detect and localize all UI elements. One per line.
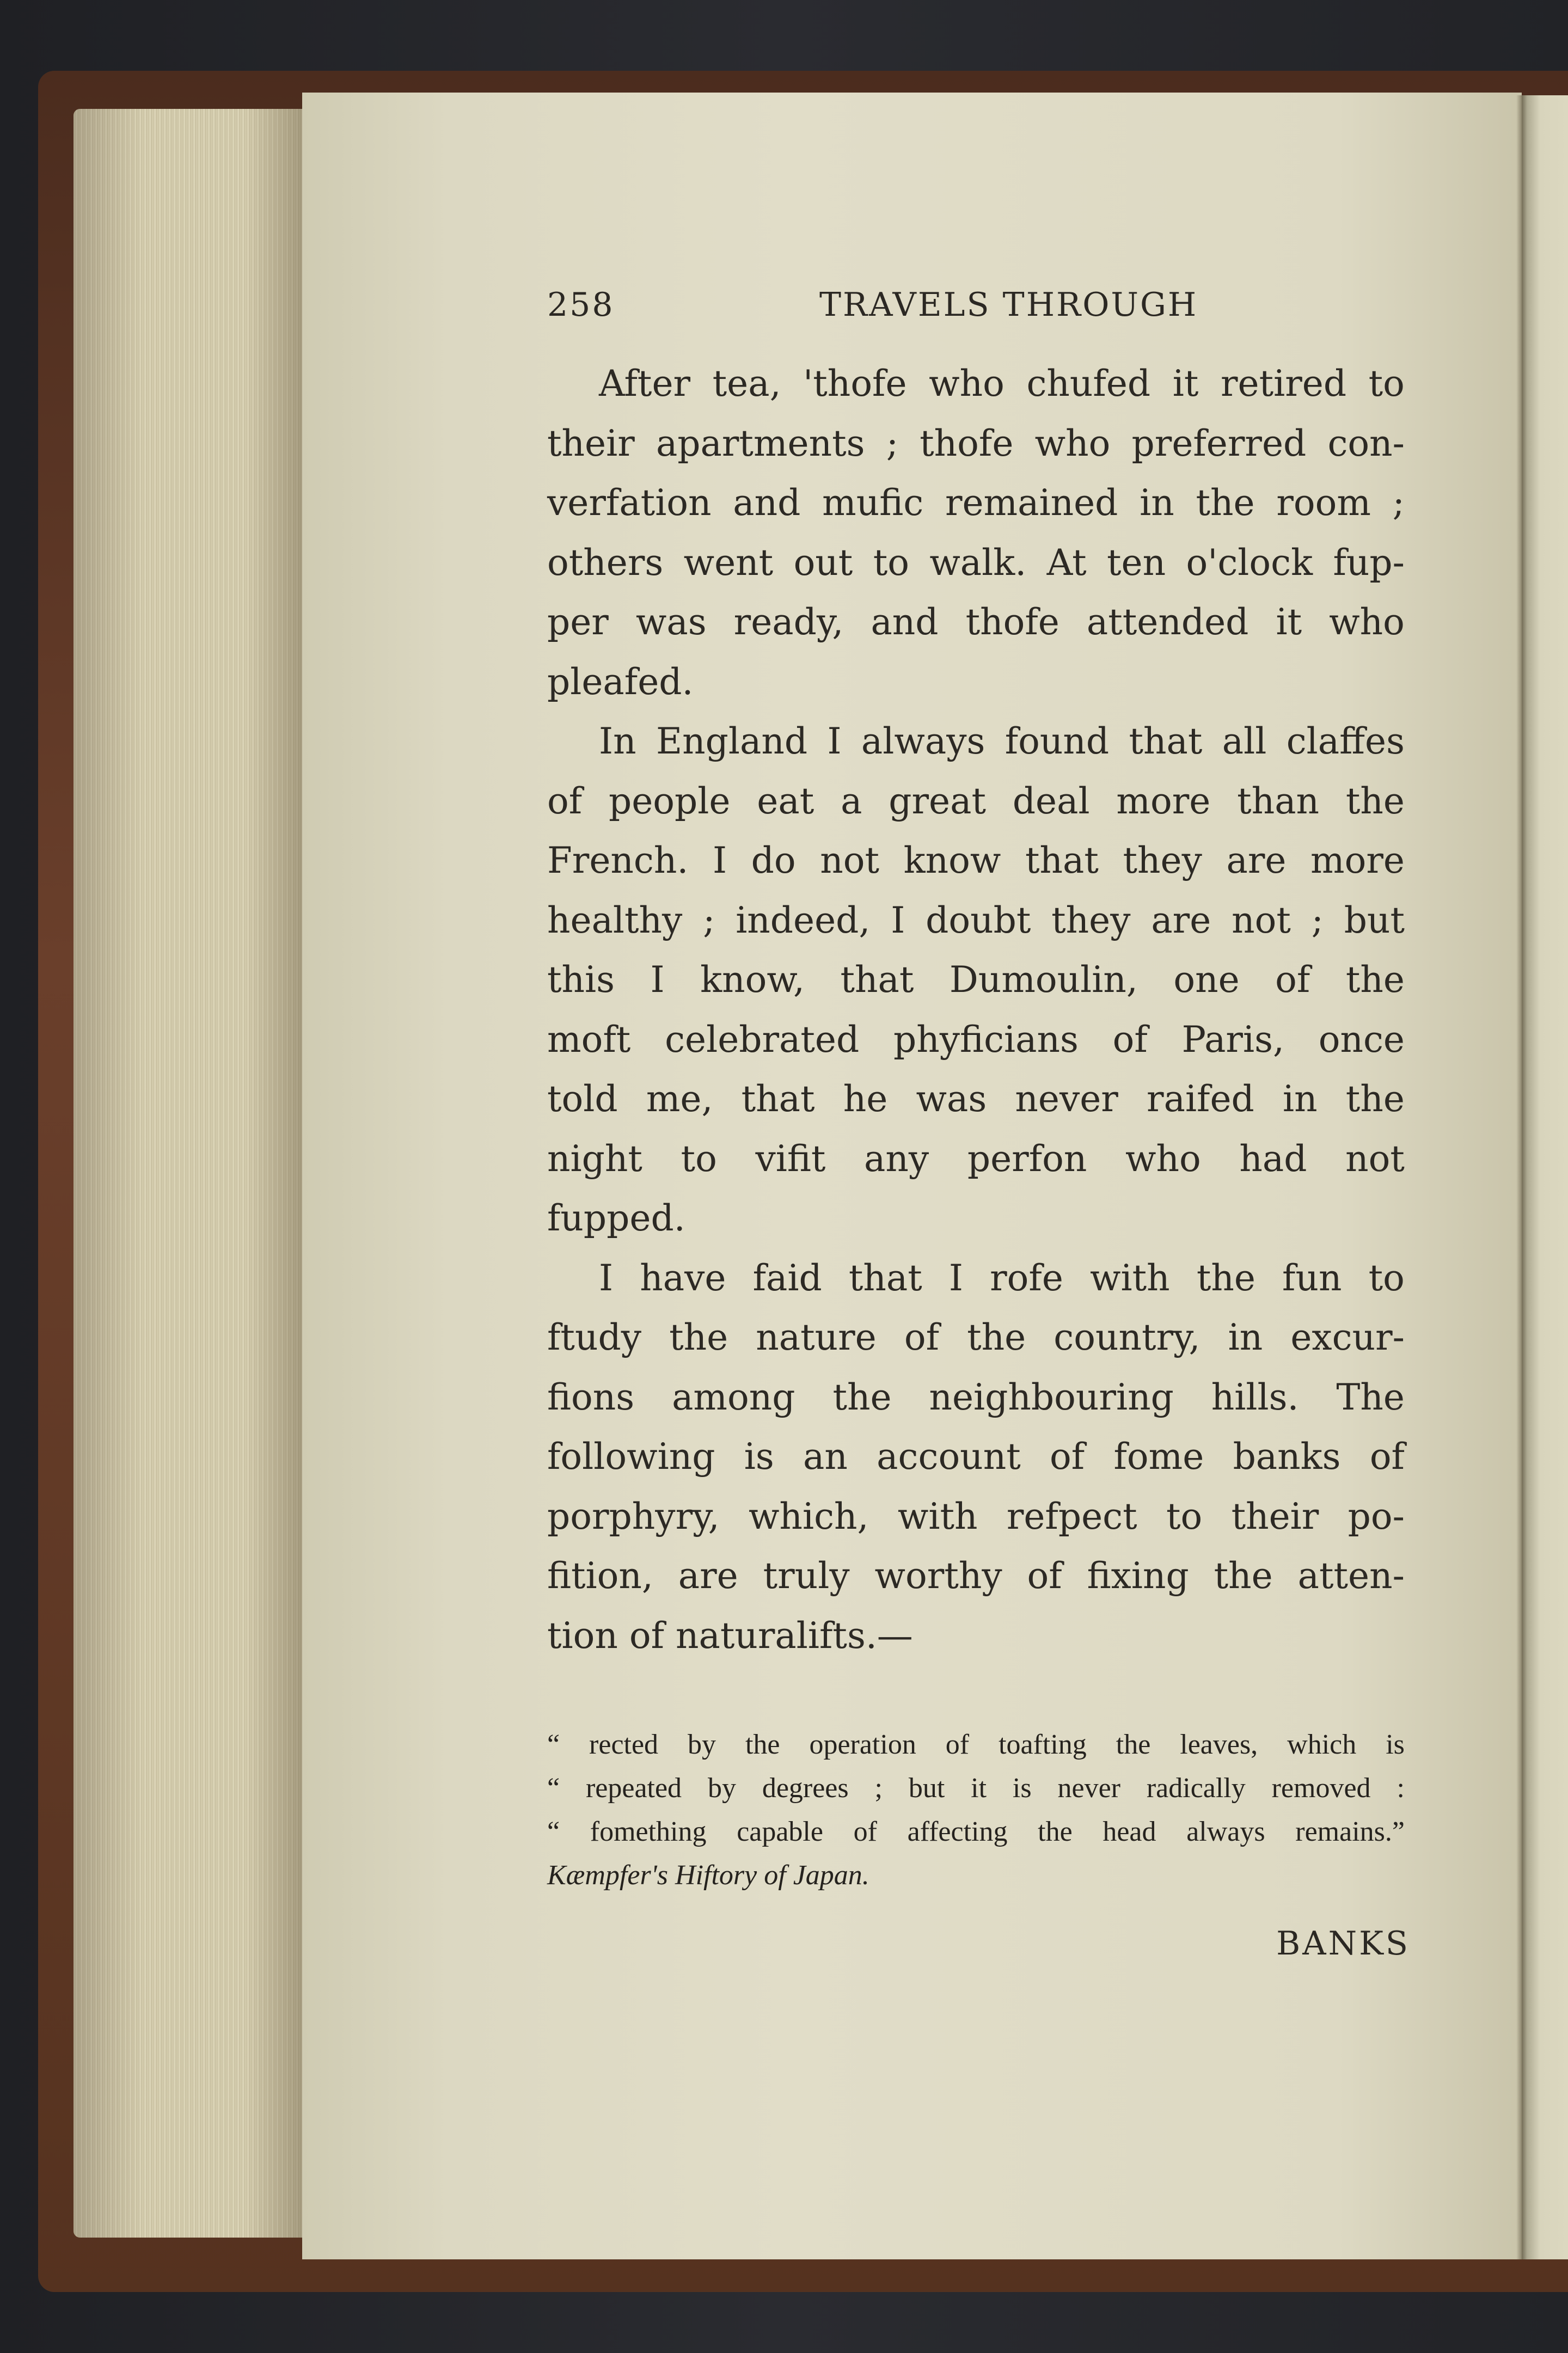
text-line: fions among the neighbouring hills. The	[547, 1376, 1405, 1418]
catchword: BANKS	[1276, 1925, 1410, 1963]
text-line: In England I always found that all claffes	[599, 720, 1405, 762]
text-line: French. I do not know that they are more	[547, 840, 1405, 881]
gutter-shadow	[1516, 95, 1527, 2259]
text-line: I have faid that I rofe with the fun to	[599, 1257, 1405, 1299]
page-header	[547, 286, 1233, 335]
running-title: TRAVELS THROUGH	[819, 286, 1198, 324]
footnote	[547, 1723, 1405, 1897]
text-line: porphyry, which, with refpect to their po-	[547, 1495, 1405, 1537]
text-line: night to vifit any perfon who had not	[547, 1137, 1405, 1180]
text-line: of people eat a great deal more than the	[547, 780, 1405, 822]
text-line: following is an account of fome banks of	[547, 1436, 1405, 1478]
footnote-citation: Kæmpfer's Hiftory of Japan.	[547, 1860, 869, 1891]
text-line: their apartments ; thofe who preferred con-	[547, 422, 1405, 464]
page-number: 258	[547, 286, 615, 324]
text-line: moft celebrated phyficians of Paris, once	[547, 1018, 1405, 1061]
facing-page-edge	[1522, 95, 1568, 2259]
text-line: ftudy the nature of the country, in excur-	[547, 1316, 1405, 1358]
text-line: pleafed.	[547, 660, 694, 703]
text-line: per was ready, and thofe attended it who	[547, 601, 1405, 643]
page-edges-shade	[74, 109, 302, 2238]
text-line: others went out to walk. At ten o'clock fup-	[547, 541, 1405, 584]
text-line: After tea, 'thofe who chufed it retired to	[599, 363, 1405, 405]
text-line: tion of naturalifts.—	[547, 1614, 913, 1657]
footnote-line: “ fomething capable of affecting the head always remains.”	[547, 1816, 1405, 1847]
text-line: this I know, that Dumoulin, one of the	[547, 959, 1405, 1001]
text-line: verfation and mufic remained in the room ;	[547, 482, 1405, 524]
footnote-line: “ rected by the operation of toafting the leaves, which is	[547, 1729, 1405, 1760]
text-line: healthy ; indeed, I doubt they are not ; but	[547, 899, 1405, 941]
text-line: told me, that he was never raifed in the	[547, 1078, 1405, 1120]
text-line: fupped.	[547, 1197, 685, 1239]
text-line: fition, are truly worthy of fixing the atten-	[547, 1555, 1405, 1597]
footnote-line: “ repeated by degrees ; but it is never radically removed :	[547, 1773, 1405, 1804]
body-text	[547, 354, 1405, 1665]
